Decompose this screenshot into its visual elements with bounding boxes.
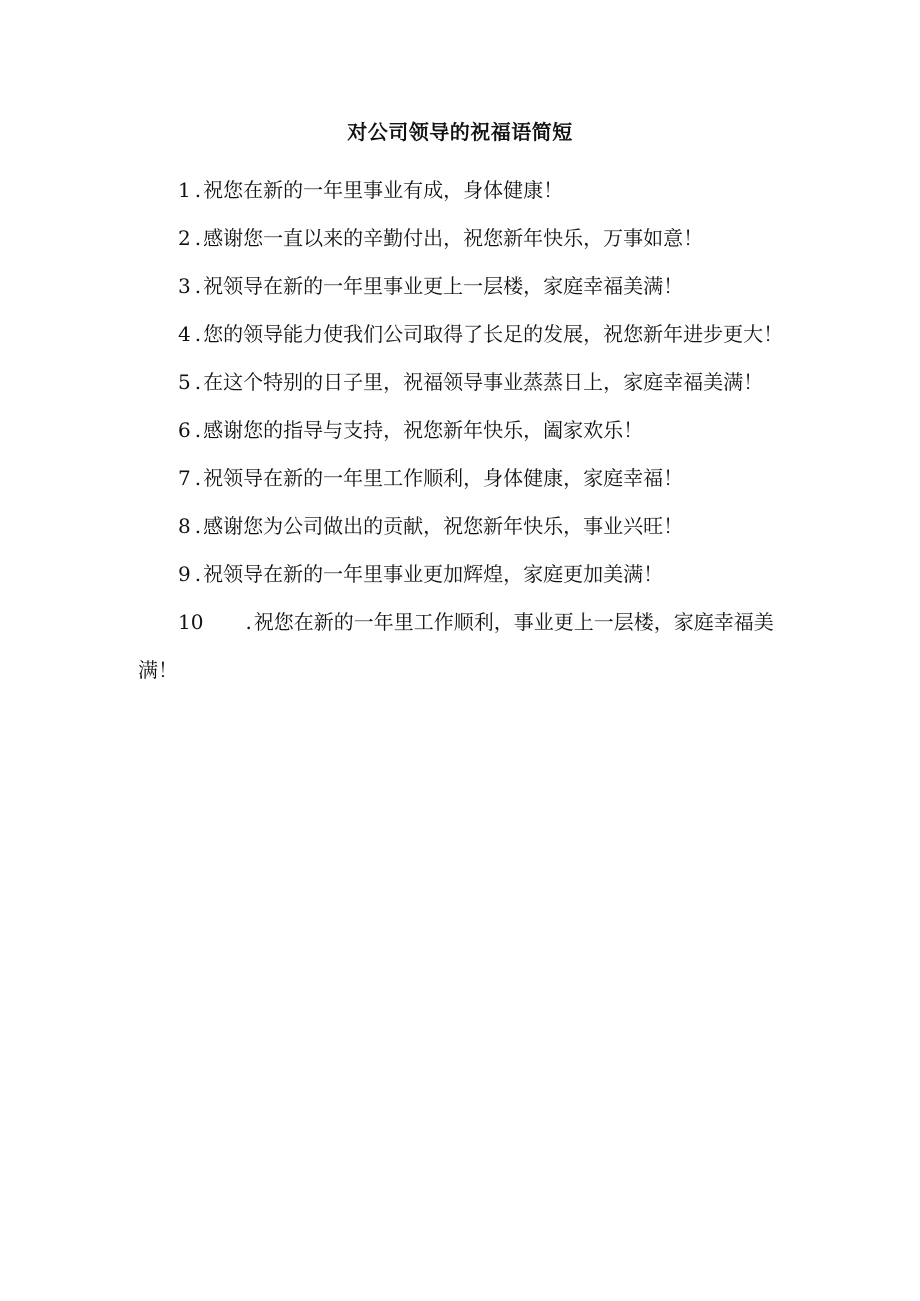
list-item — [138, 454, 786, 502]
item-separator: . — [194, 226, 202, 250]
list-item — [138, 310, 786, 358]
item-separator: . — [245, 610, 252, 634]
list-item — [138, 406, 786, 454]
item-separator: . — [194, 274, 202, 298]
item-text: 祝领导在新的一年里工作顺利，身体健康，家庭幸福！ — [203, 466, 684, 490]
list-item — [138, 166, 786, 214]
item-text: 您的领导能力使我们公司取得了长足的发展，祝您新年进步更大！ — [203, 322, 784, 346]
item-text: 祝您在新的一年里工作顺利，事业更上一层楼，家庭幸福美满！ — [138, 610, 774, 682]
item-separator: . — [194, 418, 202, 442]
item-separator: . — [194, 370, 202, 394]
item-separator: . — [194, 562, 202, 586]
item-text: 感谢您的指导与支持，祝您新年快乐，阖家欢乐！ — [203, 418, 644, 442]
blessing-list — [138, 166, 786, 694]
item-text: 在这个特别的日子里，祝福领导事业蒸蒸日上，家庭幸福美满！ — [203, 370, 764, 394]
item-number: 4 — [178, 322, 191, 346]
item-separator: . — [194, 322, 202, 346]
item-number: 8 — [178, 514, 191, 538]
list-item — [138, 502, 786, 550]
list-item — [138, 262, 786, 310]
item-separator: . — [194, 466, 202, 490]
item-number: 1 — [178, 178, 191, 202]
item-text: 感谢您为公司做出的贡献，祝您新年快乐，事业兴旺！ — [203, 514, 684, 538]
list-item — [138, 550, 786, 598]
item-number: 7 — [178, 466, 191, 490]
document-title: 对公司领导的祝福语简短 — [347, 120, 573, 144]
item-number: 10 — [178, 610, 204, 634]
list-item — [138, 358, 786, 406]
item-separator: . — [194, 514, 202, 538]
item-number: 9 — [178, 562, 191, 586]
item-text: 祝领导在新的一年里事业更加辉煌，家庭更加美满！ — [203, 562, 664, 586]
item-number: 5 — [178, 370, 191, 394]
item-number: 3 — [178, 274, 191, 298]
item-text: 祝您在新的一年里事业有成，身体健康！ — [203, 178, 564, 202]
item-text: 祝领导在新的一年里事业更上一层楼，家庭幸福美满！ — [203, 274, 684, 298]
item-text: 感谢您一直以来的辛勤付出，祝您新年快乐，万事如意！ — [203, 226, 704, 250]
list-item — [138, 214, 786, 262]
item-number: 6 — [178, 418, 191, 442]
list-item — [138, 598, 786, 694]
item-number: 2 — [178, 226, 191, 250]
item-separator: . — [194, 178, 202, 202]
